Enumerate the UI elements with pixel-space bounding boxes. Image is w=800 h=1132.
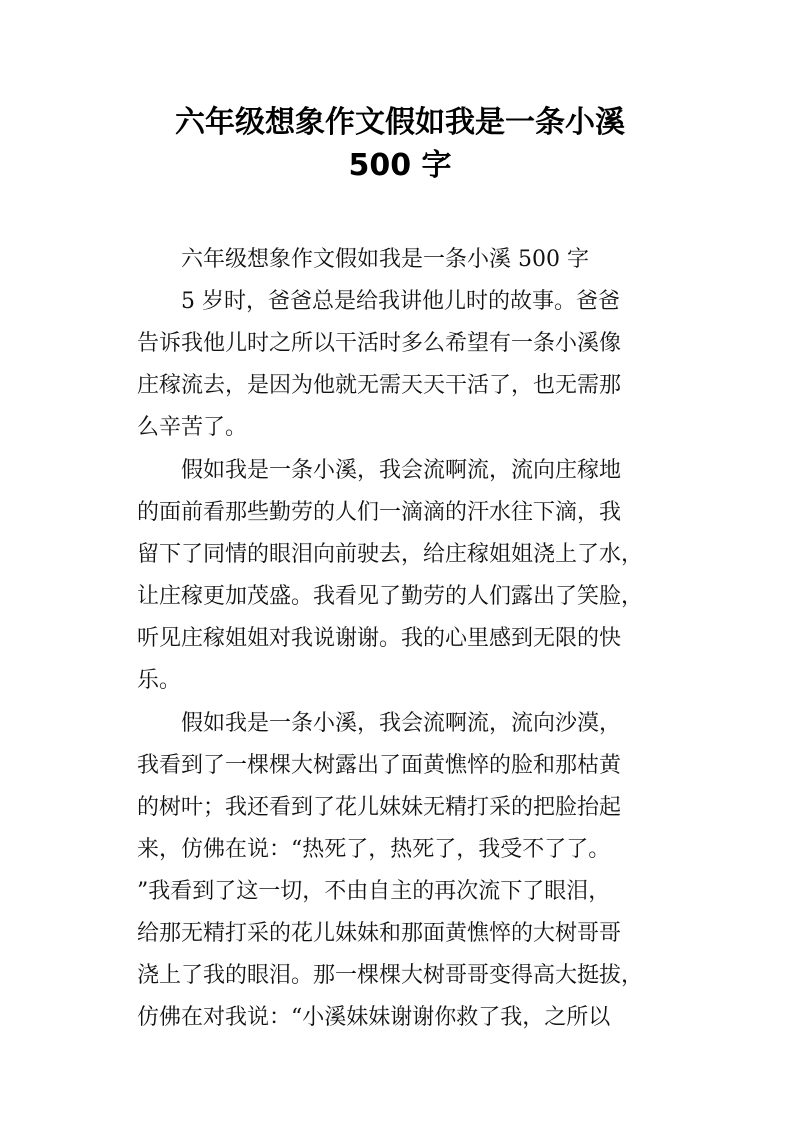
paragraph-3-line-1: 假如我是一条小溪，我会流啊流，流向沙漠，: [181, 711, 622, 736]
document-title-line-2: 500 字: [348, 148, 452, 183]
paragraph-3-line-5: ”我看到了这一切，不由自主的再次流下了眼泪，: [137, 879, 611, 904]
paragraph-2-line-1: 假如我是一条小溪，我会流啊流，流向庄稼地: [181, 458, 622, 483]
paragraph-2-line-3: 留下了同情的眼泪向前驶去，给庄稼姐姐浇上了水，: [137, 542, 644, 567]
paragraph-2-line-4: 让庄稼更加茂盛。我看见了勤劳的人们露出了笑脸，: [137, 584, 644, 609]
paragraph-2-line-2: 的面前看那些勤劳的人们一滴滴的汗水往下滴，我: [137, 500, 622, 525]
paragraph-2-line-6: 乐。: [137, 668, 182, 693]
subtitle-line: 六年级想象作文假如我是一条小溪 500 字: [181, 247, 589, 272]
paragraph-3-line-8: 仿佛在对我说：“小溪妹妹谢谢你救了我，之所以: [137, 1005, 611, 1030]
paragraph-1-line-1: 5 岁时，爸爸总是给我讲他儿时的故事。爸爸: [181, 289, 620, 314]
paragraph-1-line-4: 么辛苦了。: [137, 415, 248, 440]
paragraph-1-line-3: 庄稼流去，是因为他就无需天天干活了，也无需那: [137, 373, 622, 398]
paragraph-3-line-7: 浇上了我的眼泪。那一棵棵大树哥哥变得高大挺拔，: [137, 963, 644, 988]
paragraph-3-line-2: 我看到了一棵棵大树露出了面黄憔悴的脸和那枯黄: [137, 753, 622, 778]
document-title-line-1: 六年级想象作文假如我是一条小溪: [175, 105, 625, 140]
paragraph-3-line-4: 来，仿佛在说：“热死了，热死了，我受不了了。: [137, 837, 611, 862]
paragraph-1-line-2: 告诉我他儿时之所以干活时多么希望有一条小溪像: [137, 331, 622, 356]
paragraph-3-line-6: 给那无精打采的花儿妹妹和那面黄憔悴的大树哥哥: [137, 921, 622, 946]
paragraph-3-line-3: 的树叶；我还看到了花儿妹妹无精打采的把脸抬起: [137, 795, 622, 820]
paragraph-2-line-5: 听见庄稼姐姐对我说谢谢。我的心里感到无限的快: [137, 626, 622, 651]
